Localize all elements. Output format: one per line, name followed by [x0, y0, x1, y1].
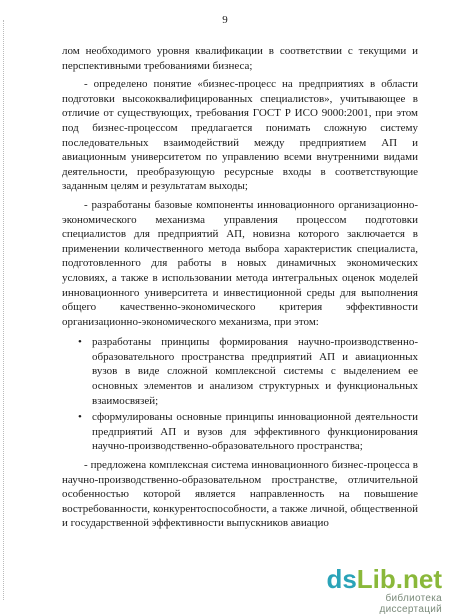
watermark-logo: dsLib.net — [326, 564, 442, 594]
bullet-item-principles — [62, 335, 418, 408]
page-number: 9 — [222, 14, 228, 26]
dslib-watermark — [322, 564, 442, 615]
paragraph-business-process: - определено понятие «бизнес-процесс на предприятиях в области подготовки высококвалифицированных специалистов», учитывающее в отличие от существующих, требования ГОСТ Р ИСО 9000:2001, при этом под бизнес-процессом предлагается понимать сложную систему последовательных взаимодействий между предприятием АП и авиационным университетом по управлению всеми внутренними видами деятельности, преобразующую ресурсные входы в соответствующие заданным целям и результатам выходы; — [62, 78, 418, 193]
scan-margin-marks — [3, 20, 10, 600]
watermark-subtitle: библиотека диссертаций — [379, 593, 442, 615]
bullet-icon: • — [78, 336, 82, 349]
bullet-text: сформулированы основные принципы инновационной деятельности предприятий АП и вузов для эффективного функционирования научно-производственно-образовательного пространства; — [92, 411, 418, 453]
bullet-item-innovation — [62, 410, 418, 454]
bullet-icon: • — [78, 411, 82, 424]
paragraph-complex-system: - предложена комплексная система инновационного бизнес-процесса в научно-производственно-образовательном пространстве, отличительной особенностью которой является направленность на повышение востребованности, конкурентоспособности, а также личной, общественной и государственной эффективности выпускников авиацио — [62, 459, 418, 530]
document-body — [62, 44, 418, 531]
bullet-text: разработаны принципы формирования научно-производственно-образовательного пространства предприятий АП и авиационных вузов в виде сложной комплексной системы с выделением ее основных элементов и анализом структурных и функциональных взаимосвязей; — [92, 336, 418, 407]
paragraph-continuation: лом необходимого уровня квалификации в соответствии с текущими и перспективными требованиями бизнеса; — [62, 45, 418, 72]
paragraph-mechanism: - разработаны базовые компоненты инновационного организационно-экономического механизма управления процессом подготовки специалистов для предприятий АП, новизна которого заключается в применении количественного метода выбора характеристик специалиста, подготовленного для работы в новых динамичных экономических условиях, а также в использовании метода интегральных оценок моделей инновационного университета и инвестиционной среды для выполнения общего качественно-экономического критерия эффективности организационно-экономического механизма, при этом: — [62, 198, 418, 328]
